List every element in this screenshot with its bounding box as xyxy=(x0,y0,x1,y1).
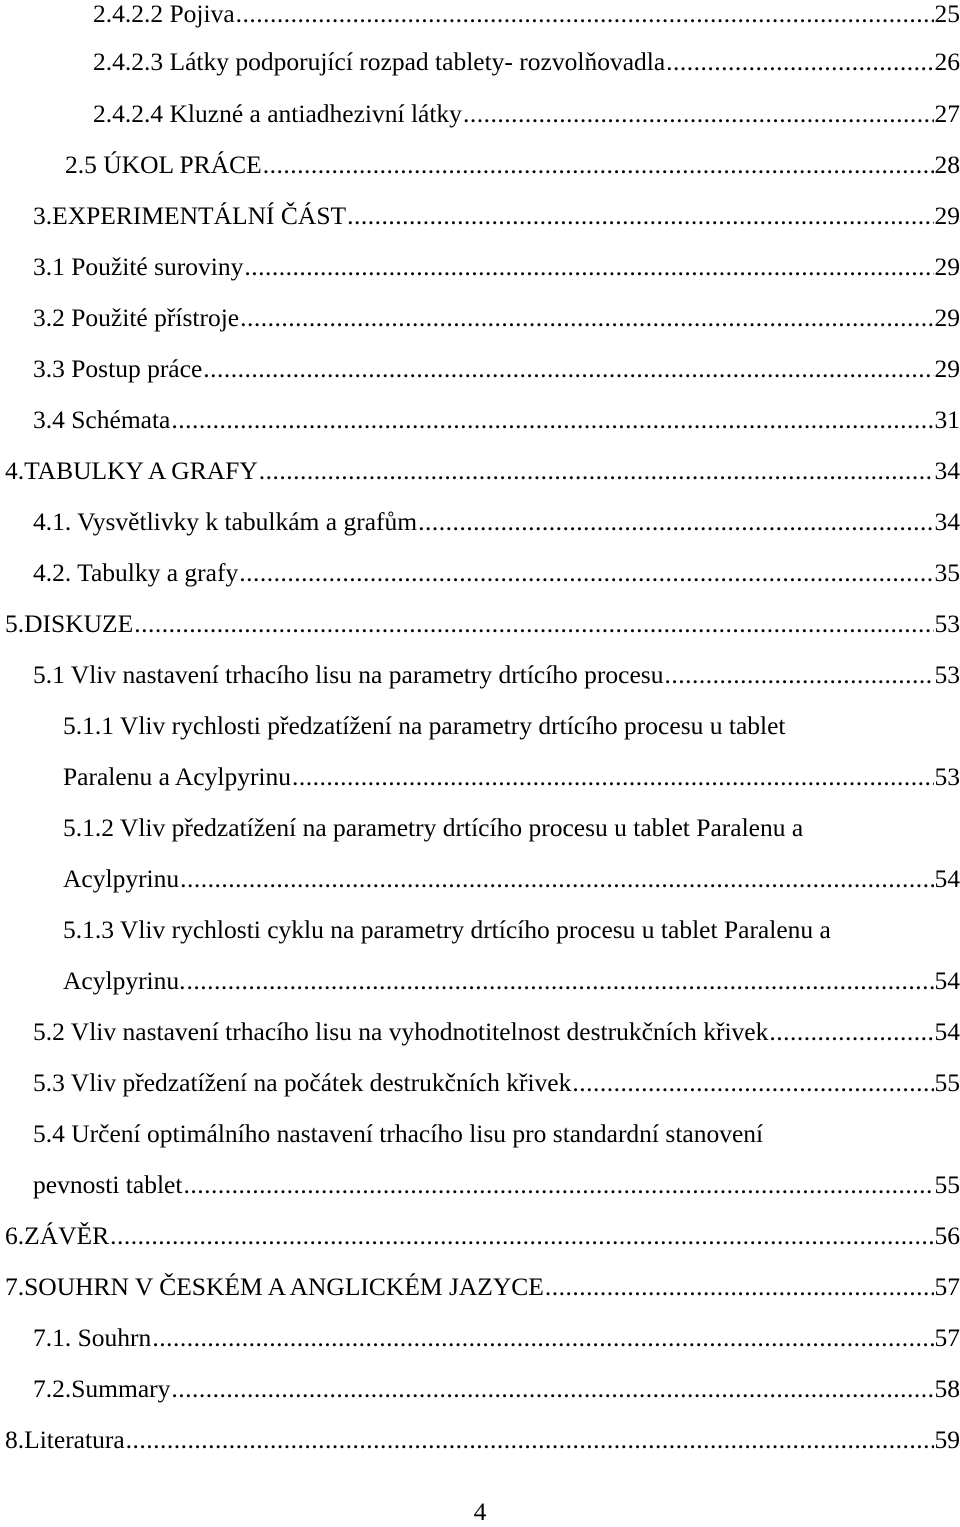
toc-entry-title-line1: 5.1.3 Vliv rychlosti cyklu na parametry drtícího procesu u tablet Paralenu a xyxy=(63,915,831,944)
toc-entry xyxy=(5,607,960,641)
toc-leader-dots xyxy=(418,505,933,539)
toc-entry xyxy=(33,301,960,335)
toc-entry-page: 34 xyxy=(934,456,960,485)
toc-entry-title: 5.1 Vliv nastavení trhacího lisu na parametry drtícího procesu xyxy=(33,660,664,689)
toc-leader-dots xyxy=(666,45,933,79)
toc-entry xyxy=(33,352,960,386)
toc-entry-title-line1: 5.4 Určení optimálního nastavení trhacího lisu pro standardní stanovení xyxy=(33,1119,764,1148)
toc-entry-title: 4.1. Vysvětlivky k tabulkám a grafům xyxy=(33,507,418,536)
toc-entry-title: 4.TABULKY A GRAFY xyxy=(5,456,258,485)
toc-entry xyxy=(33,250,960,284)
toc-entry-page: 28 xyxy=(934,150,960,179)
toc-entry-page: 58 xyxy=(934,1374,960,1403)
toc-leader-dots xyxy=(240,301,933,335)
toc-entry-page: 29 xyxy=(934,252,960,281)
toc-leader-dots xyxy=(664,658,933,692)
toc-entry-page: 53 xyxy=(934,762,960,791)
toc-leader-dots xyxy=(347,199,933,233)
toc-entry-page: 34 xyxy=(934,507,960,536)
toc-entry-page: 27 xyxy=(934,99,960,128)
toc-leader-dots xyxy=(545,1270,934,1304)
toc-entry-page: 26 xyxy=(934,47,960,76)
toc-entry-title: Acylpyrinu. xyxy=(63,966,186,995)
toc-leader-dots xyxy=(769,1015,933,1049)
toc-leader-dots xyxy=(180,862,933,896)
toc-entry-page: 29 xyxy=(934,354,960,383)
toc-entry-title: 3.3 Postup práce xyxy=(33,354,203,383)
toc-entry-title: 2.4.2.2 Pojiva xyxy=(93,0,235,28)
toc-entry xyxy=(63,862,960,896)
toc-entry xyxy=(33,1015,960,1049)
toc-leader-dots xyxy=(203,352,933,386)
toc-entry-page: 31 xyxy=(934,405,960,434)
toc-leader-dots xyxy=(263,148,934,182)
toc-leader-dots xyxy=(134,607,933,641)
toc-entry xyxy=(5,1219,960,1253)
toc-leader-dots xyxy=(463,97,934,131)
toc-entry-title: 7.1. Souhrn xyxy=(33,1323,152,1352)
toc-entry-title: 5.DISKUZE xyxy=(5,609,134,638)
toc-entry-page: 59 xyxy=(934,1425,960,1454)
toc-leader-dots xyxy=(187,964,934,998)
toc-leader-dots xyxy=(171,1372,933,1406)
toc-entry-title: Acylpyrinu xyxy=(63,864,180,893)
toc-entry xyxy=(33,1168,960,1202)
toc-leader-dots xyxy=(244,250,933,284)
toc-entry-title: 7.SOUHRN V ČESKÉM A ANGLICKÉM JAZYCE xyxy=(5,1272,544,1301)
toc-entry xyxy=(5,454,960,488)
toc-entry xyxy=(33,1321,960,1355)
toc-entry xyxy=(65,148,960,182)
toc-entry-page: 57 xyxy=(934,1272,960,1301)
toc-entry-title: 2.5 ÚKOL PRÁCE xyxy=(65,150,262,179)
toc-entry-page: 35 xyxy=(934,558,960,587)
toc-entry-title-line1: 5.1.2 Vliv předzatížení na parametry drtícího procesu u tablet Paralenu a xyxy=(63,813,804,842)
toc-entry xyxy=(33,1372,960,1406)
toc-leader-dots xyxy=(110,1219,933,1253)
toc-entry-title: 8.Literatura xyxy=(5,1425,125,1454)
toc-entry-title: 3.EXPERIMENTÁLNÍ ČÁST xyxy=(33,201,347,230)
toc-entry-page: 29 xyxy=(934,303,960,332)
toc-leader-dots xyxy=(152,1321,933,1355)
toc-entry-title: 2.4.2.3 Látky podporující rozpad tablety- rozvolňovadla xyxy=(93,47,666,76)
toc-entry xyxy=(33,556,960,590)
toc-entry-title: 5.2 Vliv nastavení trhacího lisu na vyhodnotitelnost destrukčních křivek xyxy=(33,1017,769,1046)
toc-entry-title: 3.4 Schémata xyxy=(33,405,171,434)
toc-entry-page: 54 xyxy=(934,864,960,893)
toc-entry-title: 3.1 Použité suroviny xyxy=(33,252,244,281)
toc-entry-title: 6.ZÁVĚR xyxy=(5,1221,110,1250)
toc-entry-title: pevnosti tablet xyxy=(33,1170,183,1199)
toc-entry xyxy=(5,1423,960,1457)
toc-entry xyxy=(33,199,960,233)
toc-entry xyxy=(63,760,960,794)
toc-entry xyxy=(5,1270,960,1304)
toc-leader-dots xyxy=(259,454,934,488)
toc-entry xyxy=(93,0,960,31)
toc-entry-title: 2.4.2.4 Kluzné a antiadhezivní látky xyxy=(93,99,462,128)
toc-entry xyxy=(33,1066,960,1100)
toc-entry xyxy=(33,403,960,437)
toc-entry xyxy=(93,97,960,131)
toc-leader-dots xyxy=(183,1168,933,1202)
toc-leader-dots xyxy=(292,760,933,794)
toc-entry-page: 29 xyxy=(934,201,960,230)
toc-entry-page: 56 xyxy=(934,1221,960,1250)
toc-entry-page: 53 xyxy=(934,660,960,689)
toc-entry-title: Paralenu a Acylpyrinu xyxy=(63,762,292,791)
toc-entry-page: 55 xyxy=(934,1068,960,1097)
toc-entry xyxy=(33,505,960,539)
toc-entry-title: 5.3 Vliv předzatížení na počátek destrukčních křivek xyxy=(33,1068,572,1097)
toc-entry-title: 4.2. Tabulky a grafy xyxy=(33,558,239,587)
toc-entry-page: 55 xyxy=(934,1170,960,1199)
toc-entry xyxy=(33,658,960,692)
toc-entry-page: 57 xyxy=(934,1323,960,1352)
page-number: 4 xyxy=(473,1497,487,1526)
toc-leader-dots xyxy=(236,0,934,31)
toc-entry-page: 54 xyxy=(934,1017,960,1046)
toc-entry-page: 54 xyxy=(934,966,960,995)
toc-entry-page: 25 xyxy=(934,0,960,28)
toc-entry-title: 7.2.Summary xyxy=(33,1374,171,1403)
toc-entry-title: 3.2 Použité přístroje xyxy=(33,303,240,332)
toc-leader-dots xyxy=(171,403,933,437)
toc-leader-dots xyxy=(572,1066,933,1100)
toc-entry-page: 53 xyxy=(934,609,960,638)
toc-entry-title-line1: 5.1.1 Vliv rychlosti předzatížení na parametry drtícího procesu u tablet xyxy=(63,711,786,740)
toc-leader-dots xyxy=(239,556,933,590)
toc-leader-dots xyxy=(126,1423,934,1457)
toc-entry xyxy=(63,964,960,998)
toc-entry xyxy=(93,45,960,79)
